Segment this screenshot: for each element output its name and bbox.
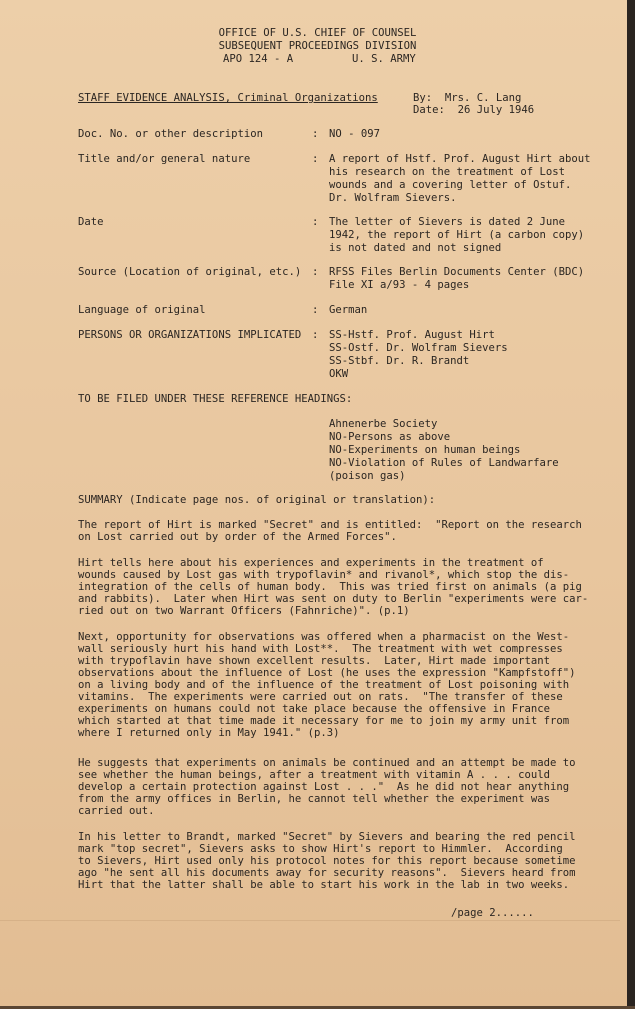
page-continuation: /page 2......	[451, 907, 534, 919]
summary-line: integration of the cells of human body. This was tried first on animals (a pig	[78, 581, 582, 593]
field-value: 1942, the report of Hirt (a carbon copy)	[329, 229, 585, 241]
summary-line: on a living body and of the influence of the treatment of Lost poisoning with	[78, 679, 570, 691]
summary-line: Hirt tells here about his experiences and experiments in the treatment of	[78, 557, 544, 569]
summary-line: wounds caused by Lost gas with trypoflavin* and rivanol*, which stop the dis-	[78, 569, 570, 581]
field-separator: :	[312, 153, 319, 165]
field-value: Dr. Wolfram Sievers.	[329, 192, 457, 204]
summary-line: to Sievers, Hirt used only his protocol notes for this report because sometime	[78, 855, 576, 867]
summary-line: ried out on two Warrant Officers (Fahnriche)". (p.1)	[78, 605, 410, 617]
field-value: is not dated and not signed	[329, 242, 502, 254]
summary-line: where I returned only in May 1941." (p.3)	[78, 727, 340, 739]
summary-line: Next, opportunity for observations was offered when a pharmacist on the West-	[78, 631, 570, 643]
reference-item: Ahnenerbe Society	[329, 418, 438, 430]
field-label: PERSONS OR ORGANIZATIONS IMPLICATED	[78, 329, 302, 341]
field-value: SS-Hstf. Prof. August Hirt	[329, 329, 495, 341]
reference-item: NO-Violation of Rules of Landwarfare	[329, 457, 559, 469]
field-value: SS-Ostf. Dr. Wolfram Sievers	[329, 342, 508, 354]
summary-line: on Lost carried out by order of the Armed Forces".	[78, 531, 397, 543]
summary-line: He suggests that experiments on animals be continued and an attempt be made to	[78, 757, 576, 769]
header-office: OFFICE OF U.S. CHIEF OF COUNSEL	[218, 27, 417, 39]
field-separator: :	[312, 266, 319, 278]
field-value: OKW	[329, 368, 349, 380]
field-value: A report of Hstf. Prof. August Hirt about	[329, 153, 591, 165]
field-value: The letter of Sievers is dated 2 June	[329, 216, 565, 228]
field-value: SS-Stbf. Dr. R. Brandt	[329, 355, 470, 367]
analysis-heading: STAFF EVIDENCE ANALYSIS, Criminal Organizations	[78, 92, 378, 104]
analysis-date: Date: 26 July 1946	[413, 104, 535, 116]
reference-item: NO-Experiments on human beings	[329, 444, 521, 456]
reference-item: (poison gas)	[329, 470, 406, 482]
field-separator: :	[312, 216, 319, 228]
reference-heading: TO BE FILED UNDER THESE REFERENCE HEADINGS:	[78, 393, 353, 405]
analysis-by: By: Mrs. C. Lang	[413, 92, 522, 104]
field-separator: :	[312, 329, 319, 341]
summary-line: observations about the influence of Lost (he uses the expression "Kampfstoff")	[78, 667, 576, 679]
field-separator: :	[312, 128, 319, 140]
field-separator: :	[312, 304, 319, 316]
summary-line: In his letter to Brandt, marked "Secret" by Sievers and bearing the red pencil	[78, 831, 576, 843]
field-value: NO - 097	[329, 128, 381, 140]
summary-line: The report of Hirt is marked "Secret" and is entitled: "Report on the research	[78, 519, 582, 531]
scan-edge-right	[627, 0, 635, 1009]
field-label: Date	[78, 216, 104, 228]
summary-line: carried out.	[78, 805, 155, 817]
field-value: wounds and a covering letter of Ostuf.	[329, 179, 572, 191]
field-label: Source (Location of original, etc.)	[78, 266, 302, 278]
summary-line: develop a certain protection against Lost . . ." As he did not hear anything	[78, 781, 570, 793]
summary-line: experiments on humans could not take place because the offensive in France	[78, 703, 550, 715]
field-value: RFSS Files Berlin Documents Center (BDC)	[329, 266, 585, 278]
field-value: File XI a/93 - 4 pages	[329, 279, 470, 291]
summary-line: wall seriously hurt his hand with Lost**. The treatment with wet compresses	[78, 643, 563, 655]
paper-fold	[0, 920, 620, 921]
header-apo: APO 124 - A	[223, 53, 294, 65]
field-value: German	[329, 304, 368, 316]
summary-line: and rabbits). Later when Hirt was sent on duty to Berlin "experiments were car-	[78, 593, 589, 605]
summary-heading: SUMMARY (Indicate page nos. of original or translation):	[78, 494, 436, 506]
summary-line: Hirt that the latter shall be able to start his work in the lab in two weeks.	[78, 879, 570, 891]
field-label: Doc. No. or other description	[78, 128, 263, 140]
field-value: his research on the treatment of Lost	[329, 166, 565, 178]
reference-item: NO-Persons as above	[329, 431, 451, 443]
summary-line: which started at that time made it necessary for me to join my army unit from	[78, 715, 570, 727]
header-army: U. S. ARMY	[352, 53, 416, 65]
summary-line: ago "he sent all his documents away for security reasons". Sievers heard from	[78, 867, 576, 879]
summary-line: see whether the human beings, after a treatment with vitamin A . . . could	[78, 769, 550, 781]
summary-line: with trypoflavin have shown excellent results. Later, Hirt made important	[78, 655, 550, 667]
field-label: Language of original	[78, 304, 206, 316]
summary-line: vitamins. The experiments were carried out on rats. "The transfer of these	[78, 691, 563, 703]
field-label: Title and/or general nature	[78, 153, 251, 165]
summary-line: from the army offices in Berlin, he cannot tell whether the experiment was	[78, 793, 550, 805]
header-division: SUBSEQUENT PROCEEDINGS DIVISION	[218, 40, 417, 52]
summary-line: mark "top secret", Sievers asks to show Hirt's report to Himmler. According	[78, 843, 563, 855]
